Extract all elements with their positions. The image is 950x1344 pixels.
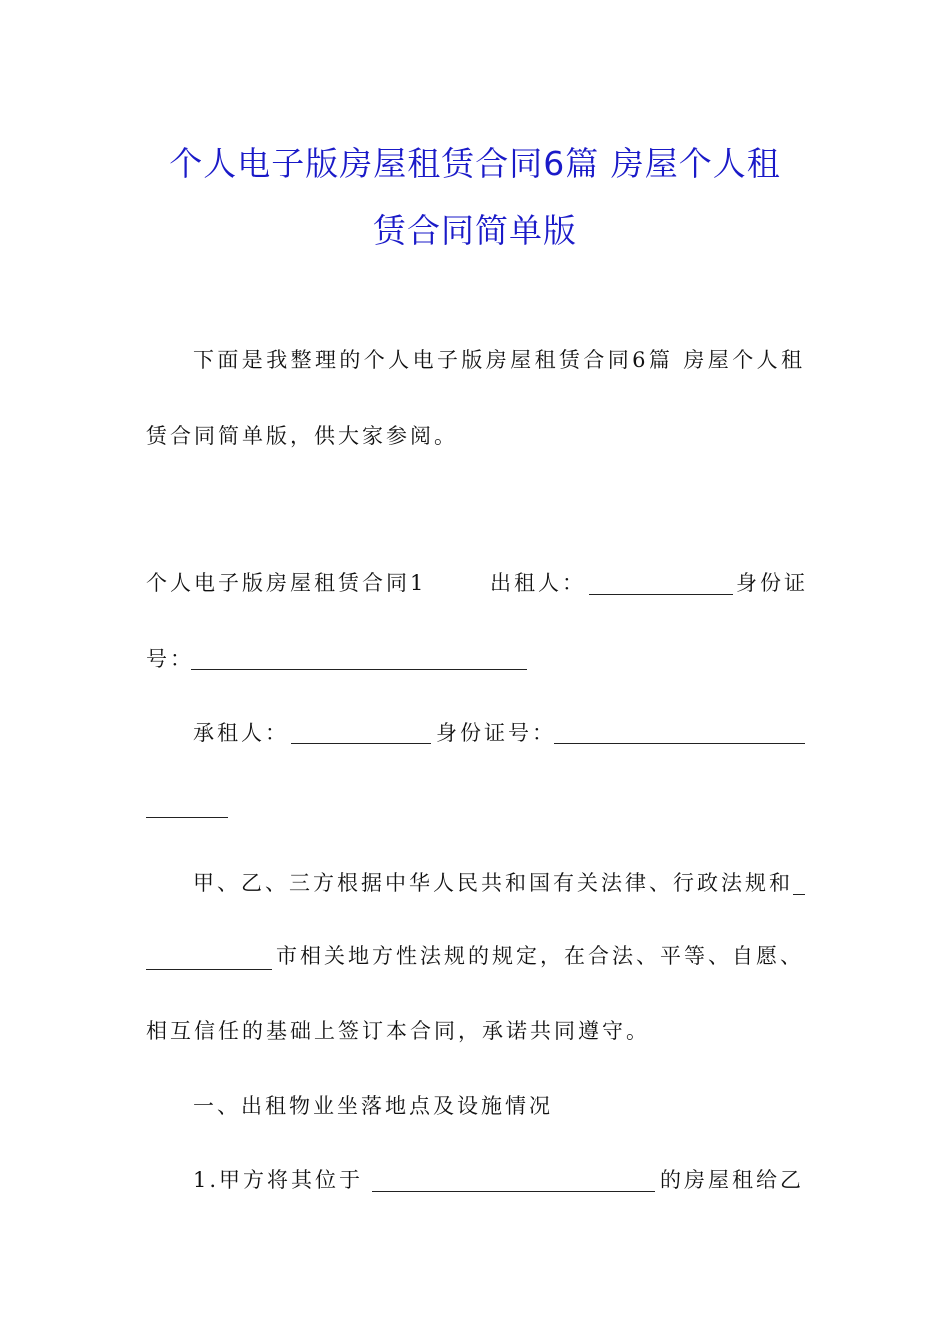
lessor-label: 出租人： [490,571,586,595]
para1-line-2: 市相关地方性法规的规定，在合法、平等、自愿、 [276,944,804,968]
lessor-id-label-part1: 身份证 [736,571,808,595]
contract-heading: 个人电子版房屋租赁合同1 [146,571,427,595]
item-1-prefix: 1.甲方将其位于 [193,1168,364,1192]
lessee-name-blank [291,724,431,744]
city-blank-start [793,875,805,895]
lessor-id-blank [191,650,527,670]
intro-line-1: 下面是我整理的个人电子版房屋租赁合同6篇 房屋个人租 [193,348,805,372]
document-title-line-2: 赁合同简单版 [373,211,577,250]
city-blank [146,950,272,970]
intro-line-2: 赁合同简单版，供大家参阅。 [146,424,458,448]
lessor-name-blank [589,575,733,595]
section-1-heading: 一、出租物业坐落地点及设施情况 [193,1094,553,1118]
property-location-blank [372,1172,655,1192]
lessee-id-blank-continued [146,798,228,818]
para1-line-1: 甲、乙、三方根据中华人民共和国有关法律、行政法规和 [193,871,793,895]
para1-line-3: 相互信任的基础上签订本合同，承诺共同遵守。 [146,1019,650,1043]
lessor-id-label-part2: 号： [146,647,194,671]
document-title-line-1: 个人电子版房屋租赁合同6篇 房屋个人租 [169,144,781,183]
item-1-suffix: 的房屋租给乙 [660,1168,804,1192]
lessee-label: 承租人： [193,721,289,745]
lessee-id-blank [554,724,805,744]
lessee-id-label: 身份证号： [436,721,556,745]
